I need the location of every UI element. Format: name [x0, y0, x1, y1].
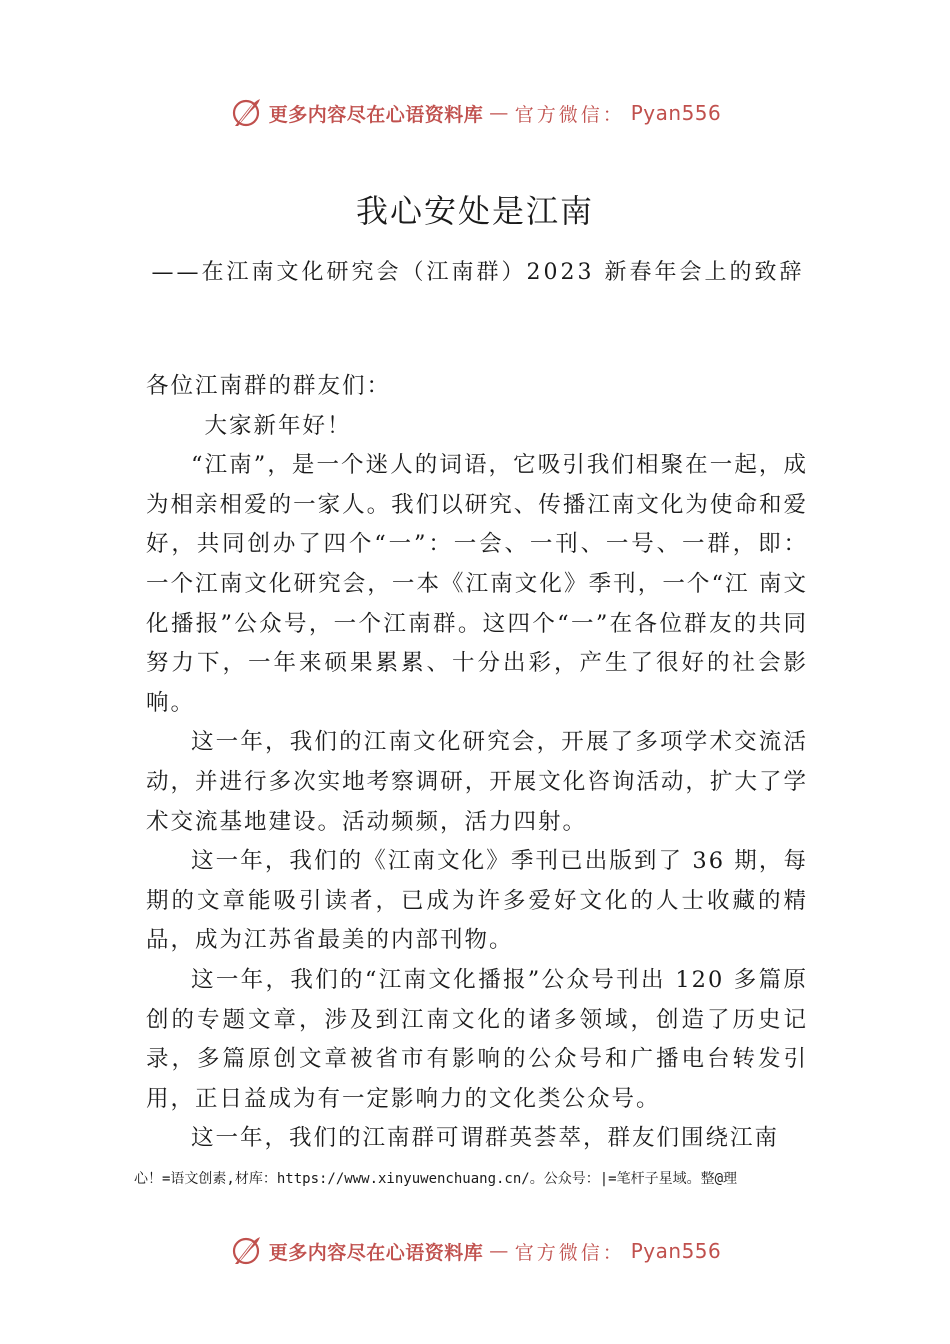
document-subtitle: ——在江南文化研究会（江南群）2023 新春年会上的致辞 — [151, 260, 805, 285]
paragraph: 这一年，我们的“江南文化播报”公众号刊出 120 多篇原创的专题文章，涉及到江南文化的诸多领域，创造了历史记录，多篇原创文章被省市有影响的公众号和广播电台转发引用，正日益成为有一定影响力的文化类公众号。 — [146, 966, 808, 1112]
watermark-wechat-label: 官方微信： — [514, 103, 625, 126]
quill-logo-icon — [229, 1234, 263, 1268]
greeting: 大家新年好！ — [204, 412, 352, 439]
watermark-wechat-id: Pyan556 — [630, 1239, 722, 1263]
document-title: 我心安处是江南 — [355, 192, 594, 230]
watermark-separator: — — [489, 1240, 509, 1262]
footer-source-line: 心！=语文创素,材库：https://www.xinyuwenchuang.cn/。公众号：|=笔杆子星域。整@理 — [134, 1171, 738, 1187]
paragraph: 这一年，我们的《江南文化》季刊已出版到了 36 期，每期的文章能吸引读者，已成为许多爱好文化的人士收藏的精品，成为江苏省最美的内部刊物。 — [146, 848, 808, 954]
watermark-wechat-id: Pyan556 — [630, 101, 722, 125]
watermark-header — [0, 96, 950, 130]
watermark-footer — [0, 1234, 950, 1268]
salutation: 各位江南群的群友们： — [146, 373, 392, 399]
watermark-library-text: 更多内容尽在心语资料库 — [268, 1241, 484, 1264]
paragraph: 这一年，我们的江南文化研究会，开展了多项学术交流活动，并进行多次实地考察调研，开展文化咨询活动，扩大了学术交流基地建设。活动频频，活力四射。 — [146, 729, 808, 835]
watermark-wechat-label: 官方微信： — [514, 1241, 625, 1264]
paragraph: “江南”，是一个迷人的词语，它吸引我们相聚在一起，成为相亲相爱的一家人。我们以研究、传播江南文化为使命和爱好，共同创办了四个“一”：一会、一刊、一号、一群，即：一个江南文化研究会，一本《江南文化》季刊，一个“江 南文化播报”公众号，一个江南群。这四个“一”在各位群友的共同努力下，一年来硕果累累、十分出彩，产生了很好的社会影响。 — [146, 452, 808, 716]
document-body — [146, 367, 808, 1159]
watermark-library-text: 更多内容尽在心语资料库 — [268, 103, 484, 126]
watermark-separator: — — [489, 102, 509, 124]
quill-logo-icon — [229, 96, 263, 130]
paragraph: 这一年，我们的江南群可谓群英荟萃，群友们围绕江南 — [191, 1125, 780, 1152]
